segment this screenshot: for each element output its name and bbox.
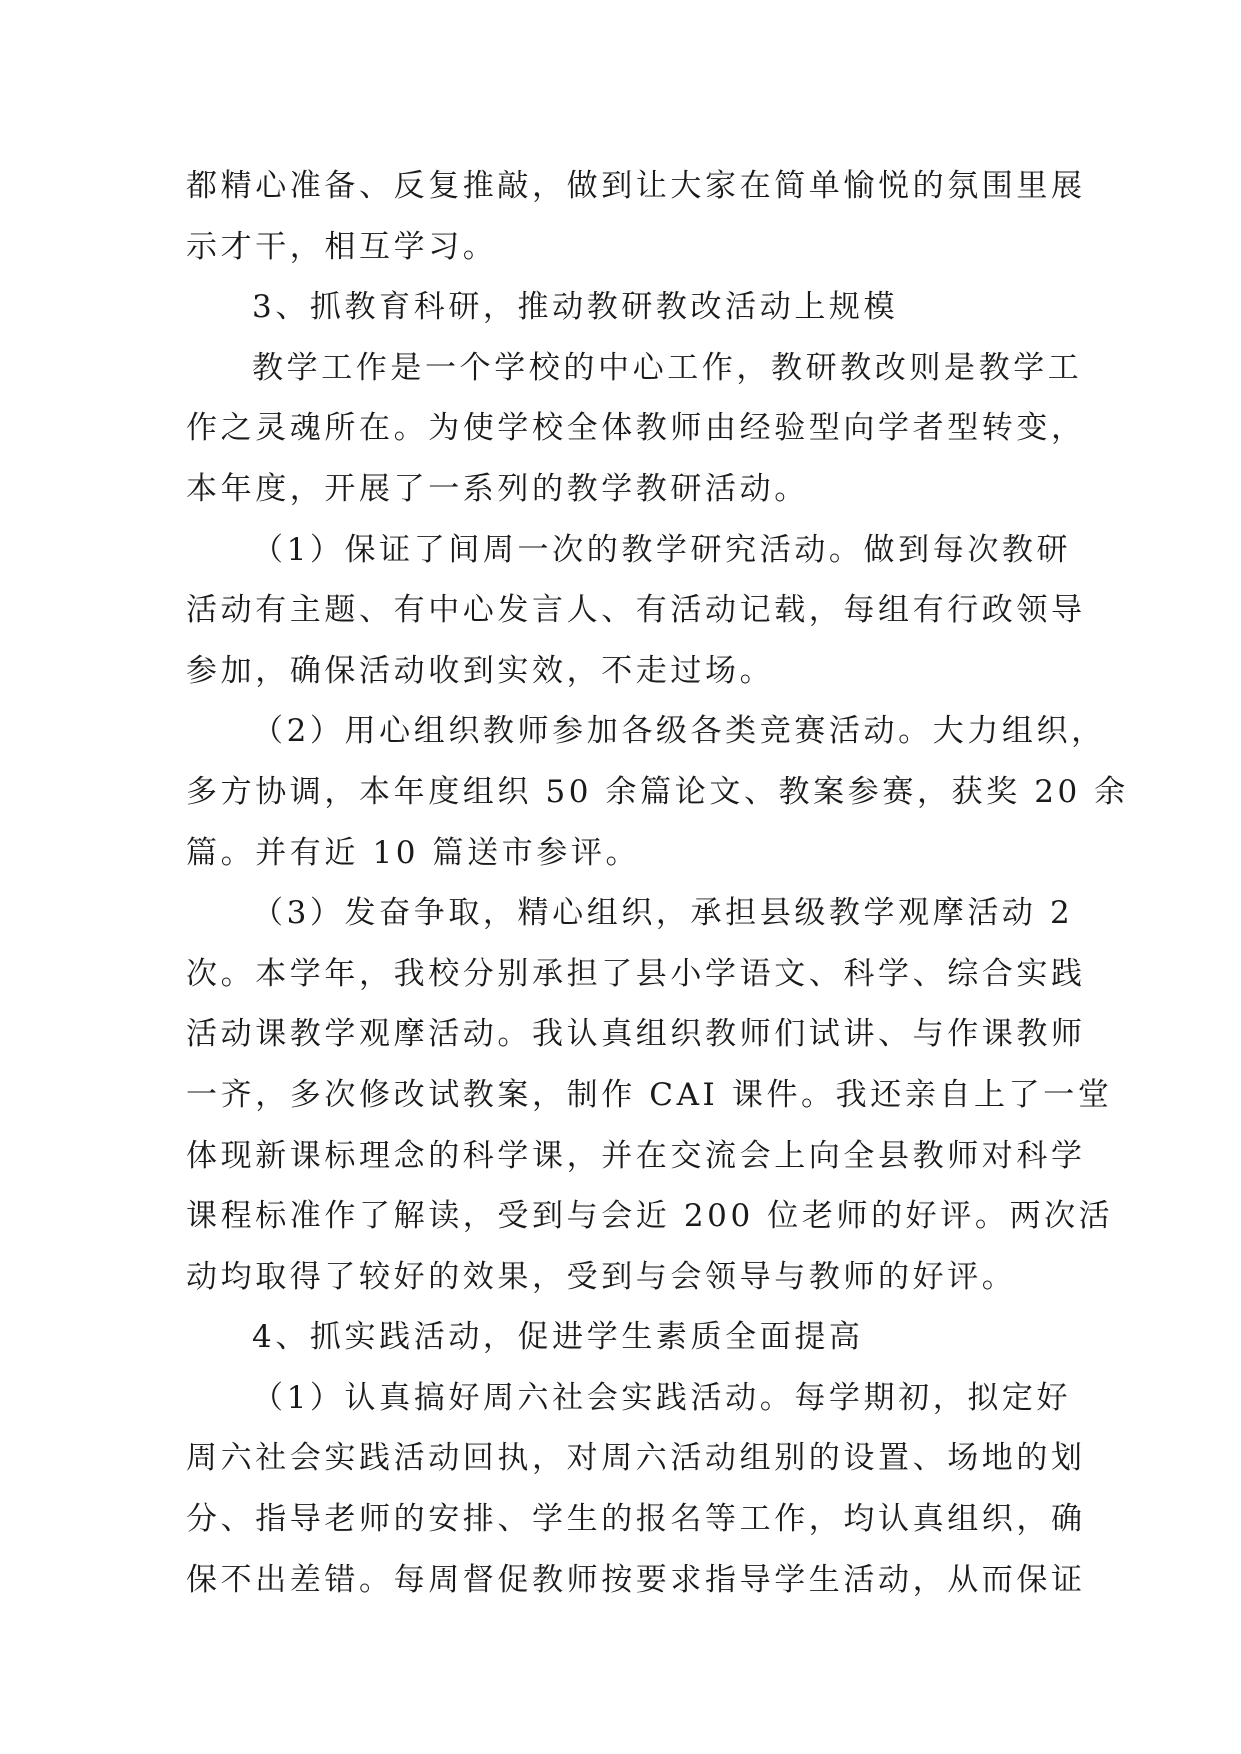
text-line: 4、抓实践活动，促进学生素质全面提高 (252, 1319, 864, 1356)
text-line: （2）用心组织教师参加各级各类竞赛活动。大力组织， (252, 713, 1106, 750)
text-line: 本年度，开展了一系列的教学教研活动。 (186, 470, 809, 507)
text-line: 一齐，多次修改试教案，制作 CAI 课件。我还亲自上了一堂 (186, 1076, 1113, 1113)
text-line: 课程标准作了解读，受到与会近 200 位老师的好评。两次活 (186, 1198, 1114, 1235)
text-line: 次。本学年，我校分别承担了县小学语文、科学、综合实践 (186, 955, 1086, 992)
text-line: 活动有主题、有中心发言人、有活动记载，每组有行政领导 (186, 592, 1086, 629)
text-line: 活动课教学观摩活动。我认真组织教师们试讲、与作课教师 (186, 1016, 1086, 1053)
text-line: 保不出差错。每周督促教师按要求指导学生活动，从而保证 (186, 1561, 1086, 1598)
text-line: 示才干，相互学习。 (186, 228, 498, 265)
text-line: 作之灵魂所在。为使学校全体教师由经验型向学者型转变， (186, 410, 1086, 447)
text-line: （1）保证了间周一次的教学研究活动。做到每次教研 (252, 531, 1072, 568)
text-line: （1）认真搞好周六社会实践活动。每学期初，拟定好 (252, 1379, 1072, 1416)
text-line: 动均取得了较好的效果，受到与会领导与教师的好评。 (186, 1258, 1017, 1295)
text-line: 都精心准备、反复推敲，做到让大家在简单愉悦的氛围里展 (186, 168, 1086, 204)
text-line: 参加，确保活动收到实效，不走过场。 (186, 652, 775, 689)
text-line: 多方协调，本年度组织 50 余篇论文、教案参赛，获奖 20 余 (186, 773, 1129, 810)
text-line: 3、抓教育科研，推动教研教改活动上规模 (252, 289, 899, 326)
text-line: （3）发奋争取，精心组织，承担县级教学观摩活动 2 (252, 895, 1074, 932)
text-line: 分、指导老师的安排、学生的报名等工作，均认真组织，确 (186, 1501, 1086, 1538)
text-line: 教学工作是一个学校的中心工作，教研教改则是教学工 (252, 349, 1083, 386)
text-line: 篇。并有近 10 篇送市参评。 (186, 834, 641, 871)
text-line: 体现新课标理念的科学课，并在交流会上向全县教师对科学 (186, 1137, 1086, 1174)
text-line: 周六社会实践活动回执，对周六活动组别的设置、场地的划 (186, 1440, 1086, 1477)
document-body (186, 156, 1129, 1610)
